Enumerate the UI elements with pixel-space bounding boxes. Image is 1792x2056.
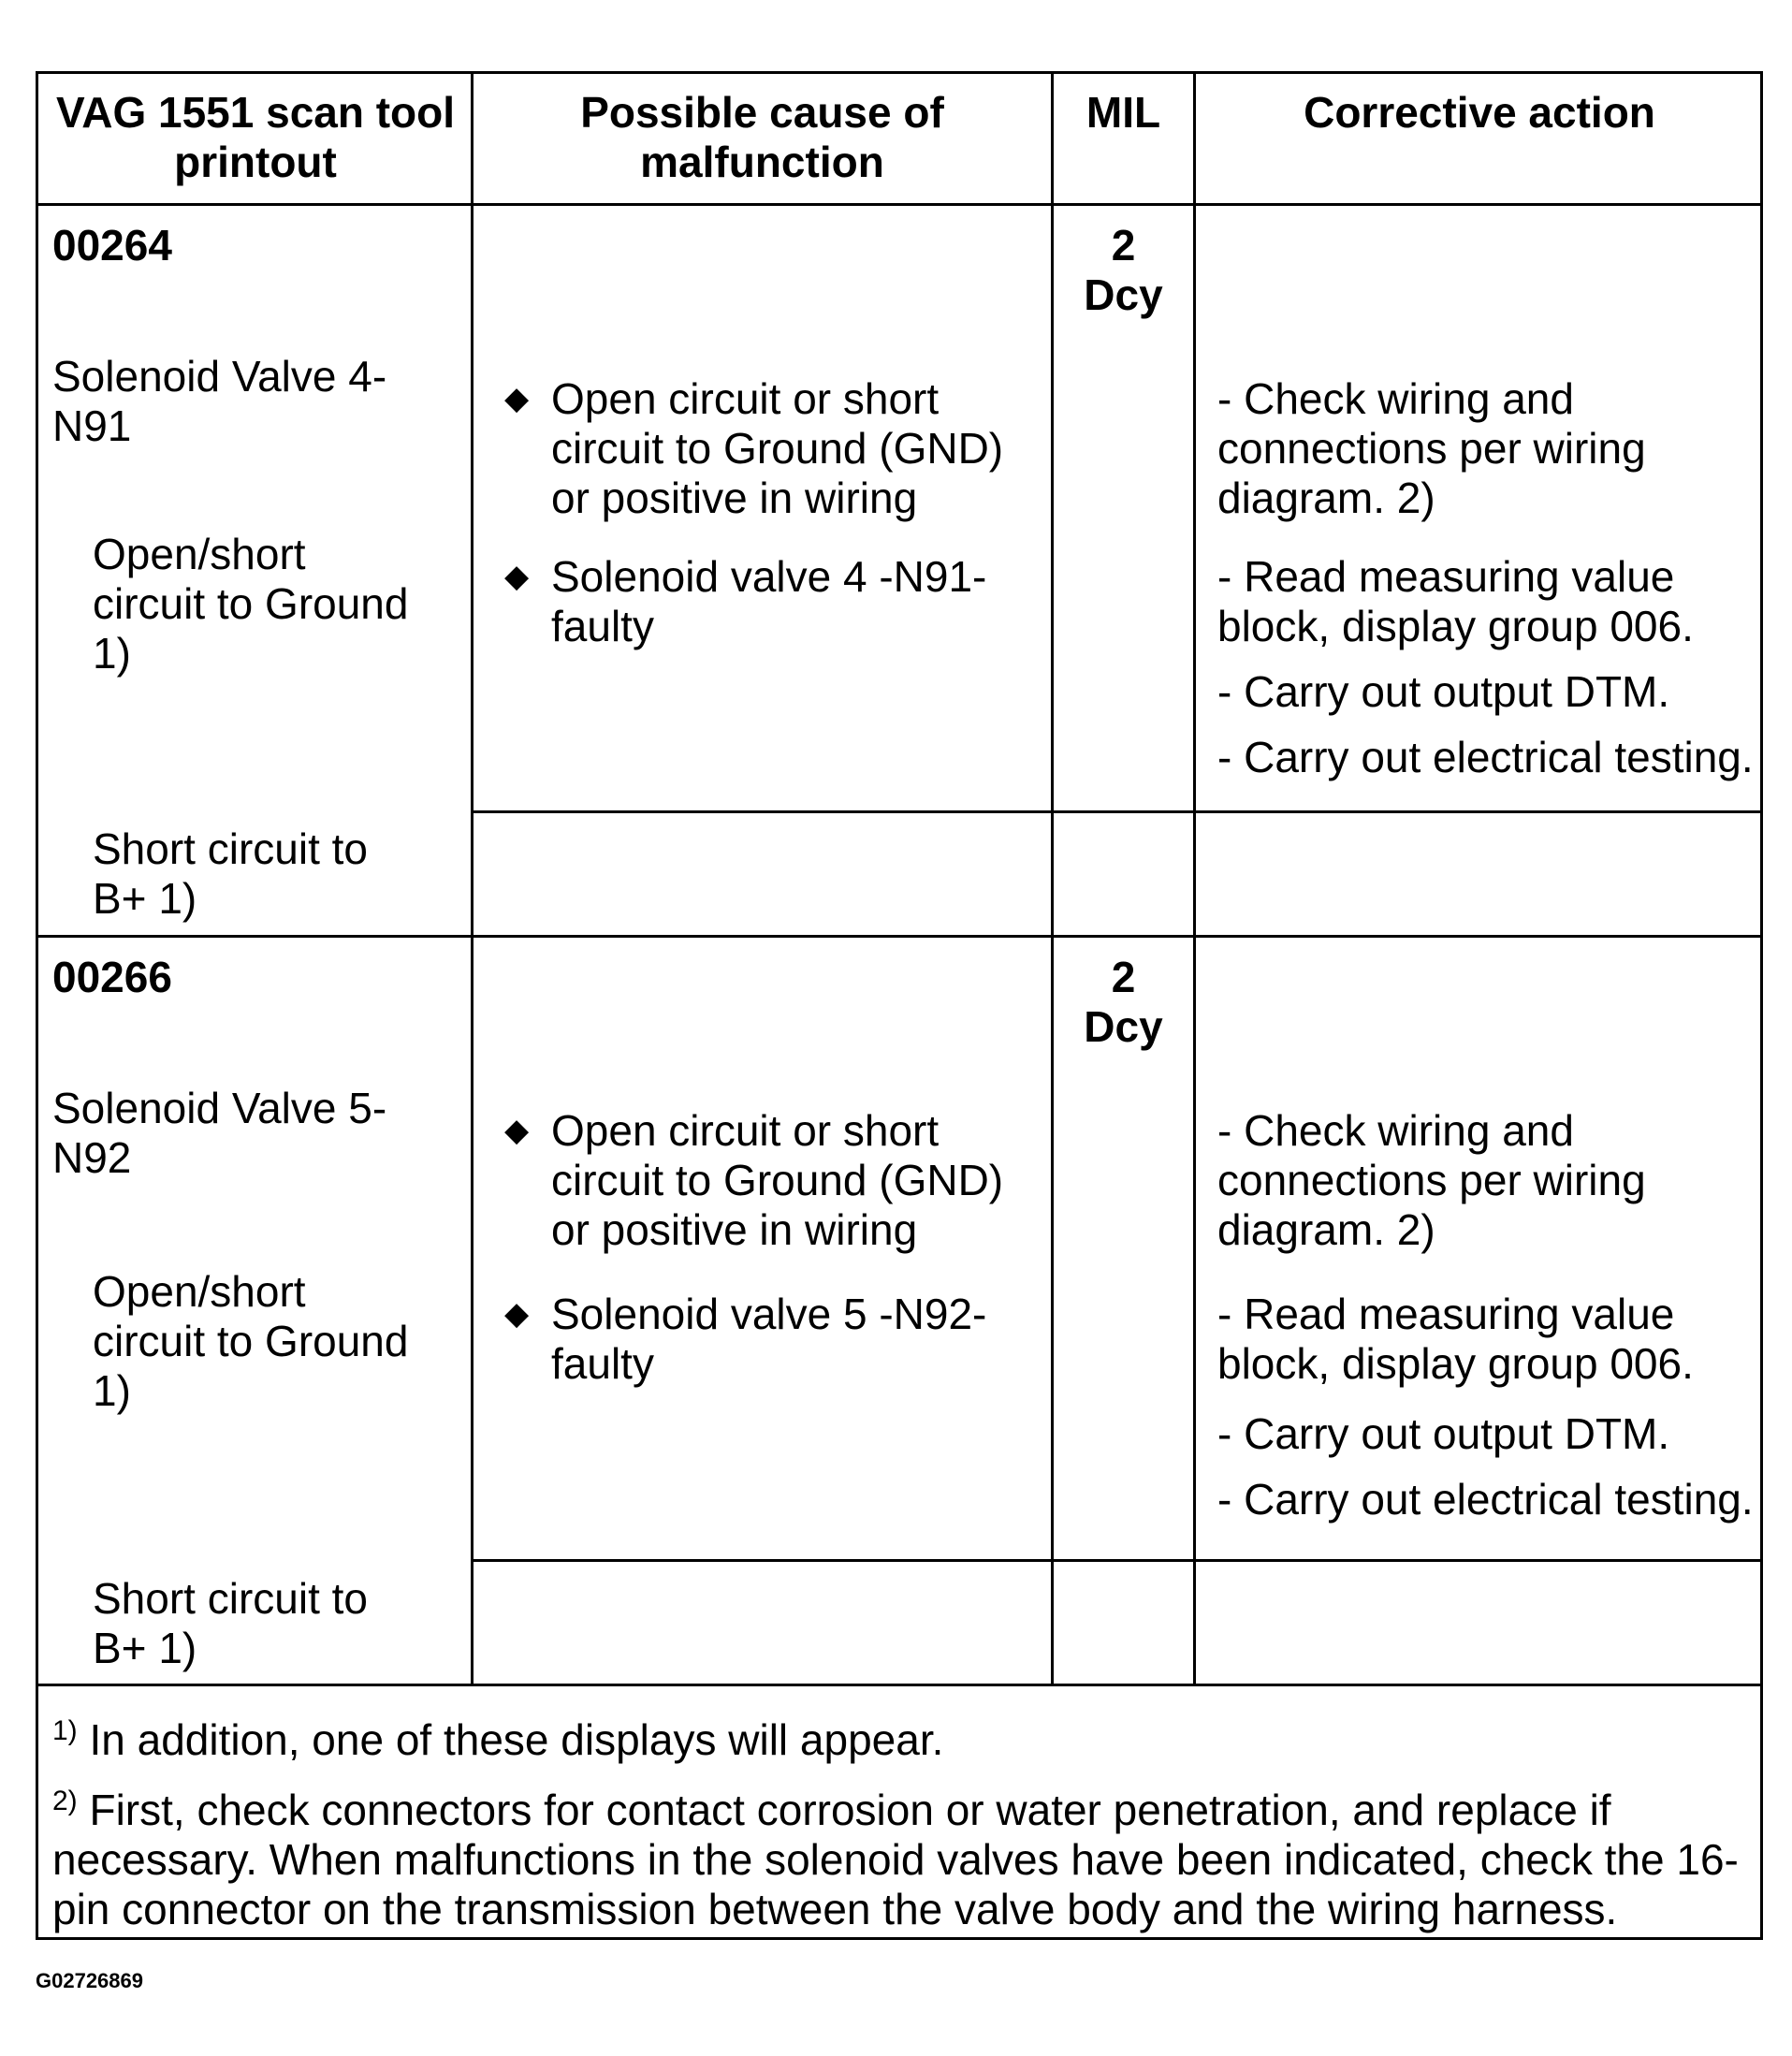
footnote-1: $^{1)}$ In addition, one of these displays will appear. <box>52 1715 944 1764</box>
column-divider-3 <box>1193 71 1196 1685</box>
diamond-bullet-icon: ◆ <box>504 381 530 416</box>
header-action: Corrective action <box>1304 88 1655 137</box>
action-item: - Carry out electrical testing. <box>1217 1475 1754 1524</box>
diamond-bullet-icon: ◆ <box>504 1296 530 1332</box>
fault-code: 00266 <box>52 953 172 1001</box>
cause-item: Solenoid valve 5 -N92- faulty <box>551 1290 987 1388</box>
header-divider <box>36 203 1763 206</box>
row1-subdivider <box>473 810 1763 813</box>
action-item: - Read measuring value block, display group 006. <box>1217 552 1694 650</box>
fault-description: Open/short circuit to Ground 1) <box>93 1267 409 1415</box>
row2-subdivider <box>473 1559 1763 1562</box>
diamond-bullet-icon: ◆ <box>504 1113 530 1148</box>
footnote-mark: 1) <box>52 1715 78 1746</box>
footnote-mark: 2) <box>52 1786 78 1816</box>
cause-item: Open circuit or short circuit to Ground (GND) or positive in wiring <box>551 1106 1004 1254</box>
fault-description: Short circuit to B+ 1) <box>93 1574 368 1672</box>
fault-description: Open/short circuit to Ground 1) <box>93 530 409 678</box>
action-item: - Check wiring and connections per wiring diagram. 2) <box>1217 1106 1646 1254</box>
footnote-2: $^{2)}$ First, check connectors for contact corrosion or water penetration, and replace if necessary. When malfunctions in the solenoid valves have been indicated, check the 16- pin connector on the transmission between the valve body and the wiring harness. <box>52 1786 1739 1933</box>
action-item: - Carry out output DTM. <box>1217 667 1670 716</box>
action-item: - Check wiring and connections per wiring diagram. 2) <box>1217 374 1646 522</box>
mil-value: 2 Dcy <box>1084 953 1163 1051</box>
mil-value: 2 Dcy <box>1084 221 1163 319</box>
footnote-divider <box>36 1684 1763 1686</box>
figure-id: G02726869 <box>36 1969 143 1992</box>
action-item: - Read measuring value block, display group 006. <box>1217 1290 1694 1388</box>
column-divider-1 <box>471 71 473 1685</box>
cause-item: Solenoid valve 4 -N91- faulty <box>551 552 987 650</box>
component-name: Solenoid Valve 4- N91 <box>52 352 387 450</box>
fault-description: Short circuit to B+ 1) <box>93 824 368 923</box>
header-cause: Possible cause of malfunction <box>580 88 944 186</box>
header-mil: MIL <box>1085 88 1161 137</box>
header-printout: VAG 1551 scan tool printout <box>55 88 456 186</box>
fault-code: 00264 <box>52 221 172 270</box>
diamond-bullet-icon: ◆ <box>504 559 530 594</box>
component-name: Solenoid Valve 5- N92 <box>52 1084 387 1182</box>
action-item: - Carry out electrical testing. <box>1217 733 1754 781</box>
cause-item: Open circuit or short circuit to Ground (GND) or positive in wiring <box>551 374 1004 522</box>
action-item: - Carry out output DTM. <box>1217 1409 1670 1458</box>
row-divider <box>36 935 1763 938</box>
